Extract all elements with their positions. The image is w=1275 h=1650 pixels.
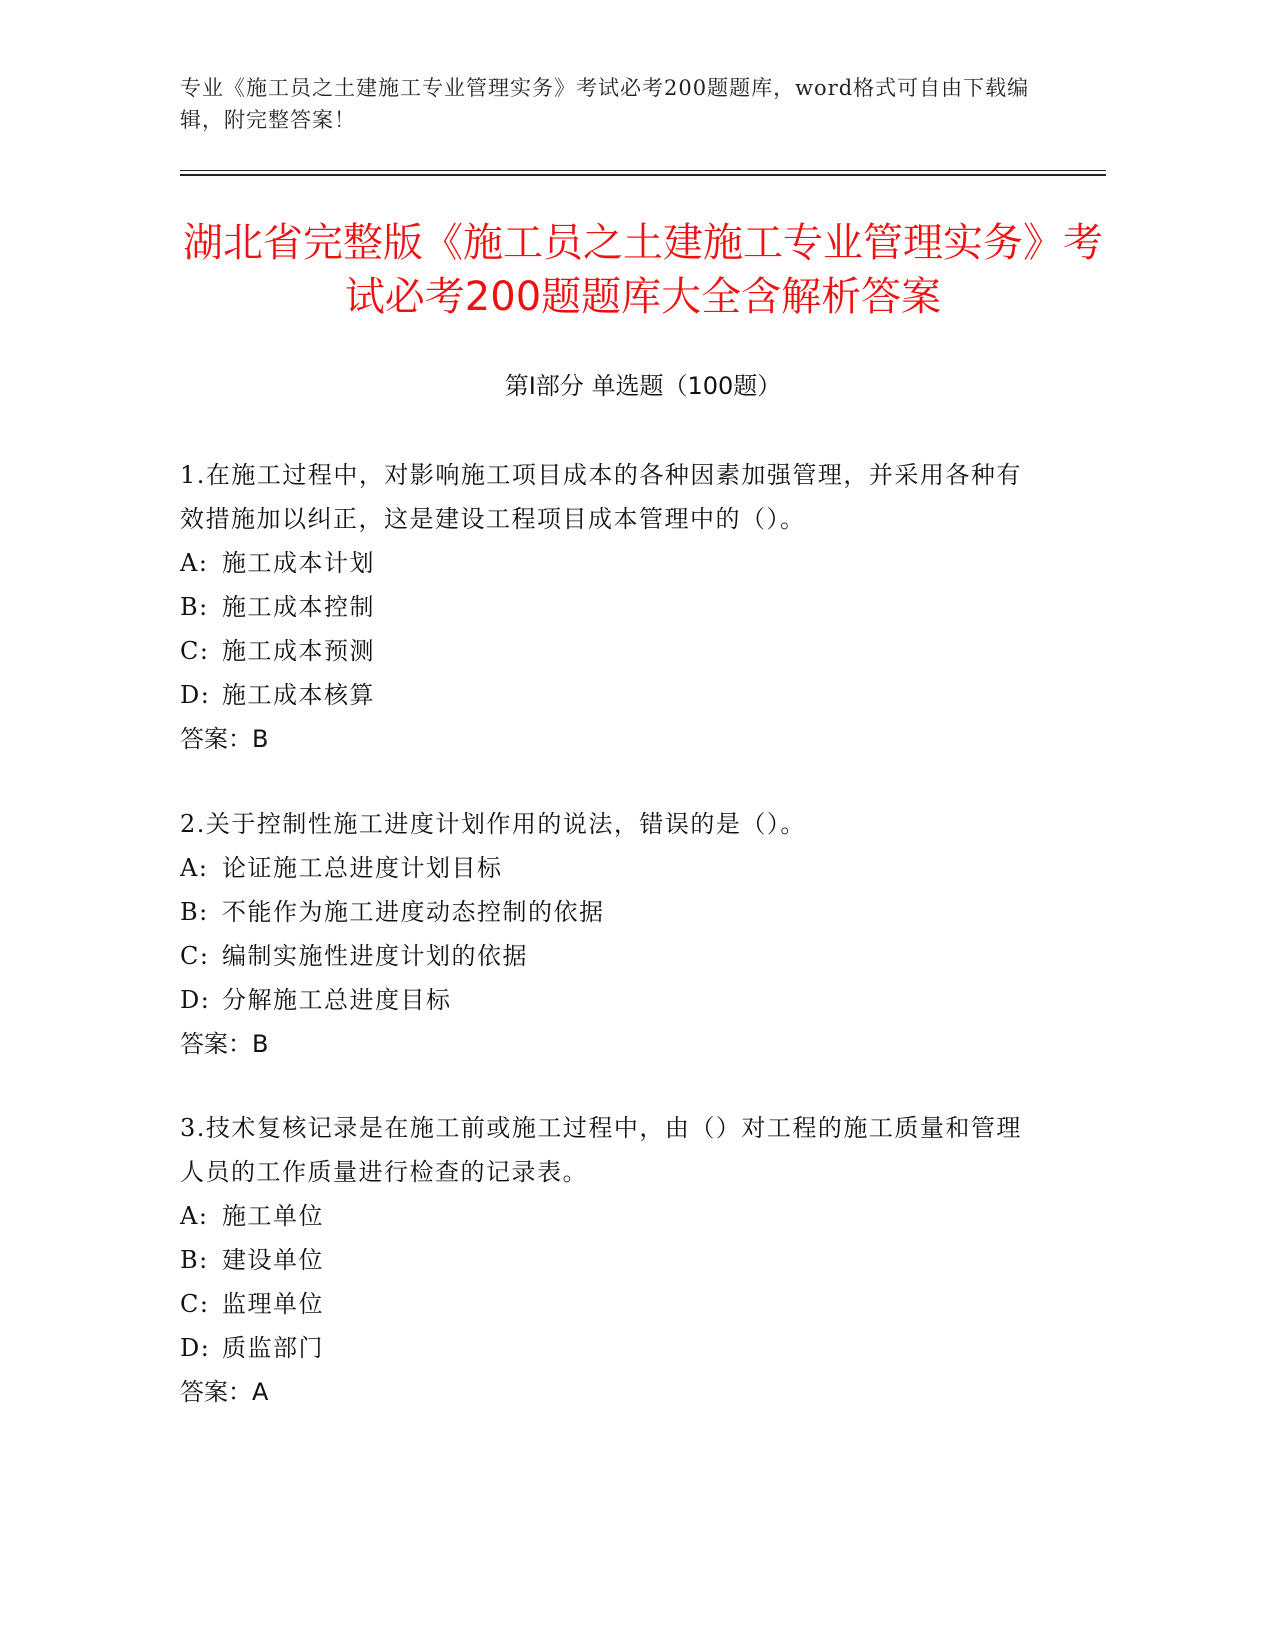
option-d	[180, 673, 1040, 717]
option-letter: A:	[180, 854, 209, 882]
option-text: 质监部门	[222, 1334, 324, 1362]
option-c	[180, 629, 1040, 673]
option-text: 施工成本核算	[222, 681, 375, 709]
answer-line: 答案：B	[180, 1030, 269, 1058]
question-3	[180, 1106, 1040, 1414]
option-text: 施工成本控制	[222, 593, 375, 621]
option-letter: A:	[180, 549, 209, 577]
option-letter: C:	[180, 637, 210, 665]
option-text: 不能作为施工进度动态控制的依据	[222, 898, 605, 926]
option-letter: D:	[180, 681, 211, 709]
option-letter: B:	[180, 898, 209, 926]
option-b	[180, 585, 1040, 629]
answer-line: 答案：A	[180, 1378, 269, 1406]
option-c	[180, 934, 1040, 978]
header-note: 专业《施工员之土建施工专业管理实务》考试必考200题题库，word格式可自由下载编辑，附完整答案！	[180, 76, 1030, 132]
option-a	[180, 846, 1040, 890]
answer-line: 答案：B	[180, 725, 269, 753]
option-text: 论证施工总进度计划目标	[222, 854, 503, 882]
option-letter: A:	[180, 1202, 209, 1230]
option-letter: B:	[180, 593, 209, 621]
option-c	[180, 1282, 1040, 1326]
option-text: 分解施工总进度目标	[222, 986, 452, 1014]
option-d	[180, 1326, 1040, 1370]
question-stem: 1.在施工过程中，对影响施工项目成本的各种因素加强管理，并采用各种有效措施加以纠正，这是建设工程项目成本管理中的（）。	[180, 461, 1022, 533]
option-text: 施工成本计划	[222, 549, 375, 577]
option-letter: C:	[180, 1290, 210, 1318]
option-letter: B:	[180, 1246, 209, 1274]
option-letter: D:	[180, 986, 211, 1014]
option-a	[180, 1194, 1040, 1238]
option-a	[180, 541, 1040, 585]
section-heading: 第I部分 单选题（100题）	[504, 372, 782, 400]
question-stem: 3.技术复核记录是在施工前或施工过程中，由（）对工程的施工质量和管理人员的工作质量进行检查的记录表。	[180, 1114, 1022, 1186]
header-divider-thick	[180, 174, 1106, 176]
option-text: 编制实施性进度计划的依据	[222, 942, 528, 970]
option-letter: D:	[180, 1334, 211, 1362]
header-divider-thin	[180, 170, 1106, 171]
document-title: 湖北省完整版《施工员之土建施工专业管理实务》考试必考200题题库大全含解析答案	[183, 220, 1103, 320]
option-b	[180, 890, 1040, 934]
question-1	[180, 453, 1040, 761]
question-2	[180, 802, 1040, 1066]
option-text: 建设单位	[222, 1246, 324, 1274]
option-text: 监理单位	[222, 1290, 324, 1318]
option-text: 施工单位	[222, 1202, 324, 1230]
option-d	[180, 978, 1040, 1022]
option-b	[180, 1238, 1040, 1282]
option-letter: C:	[180, 942, 210, 970]
option-text: 施工成本预测	[222, 637, 375, 665]
question-stem: 2.关于控制性施工进度计划作用的说法，错误的是（）。	[180, 810, 806, 838]
